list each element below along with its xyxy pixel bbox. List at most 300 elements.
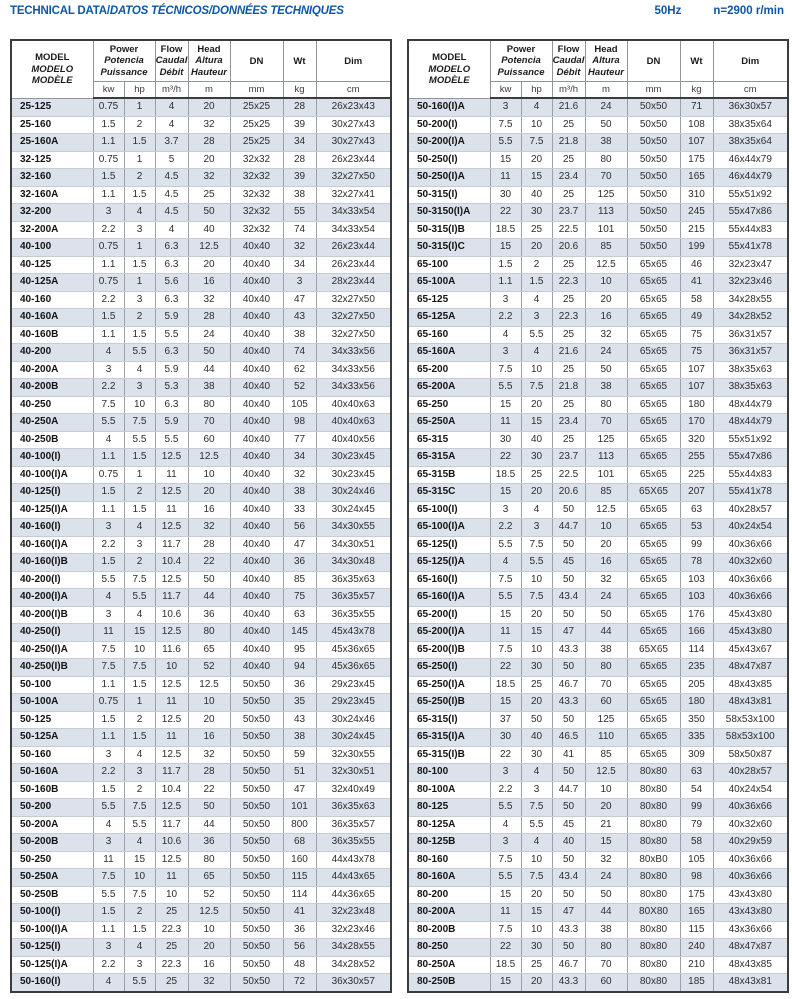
value-cell: 107 — [680, 361, 713, 379]
table-row — [11, 204, 391, 222]
model-cell: 50-315(I) — [408, 186, 490, 204]
value-cell: 23.7 — [552, 204, 585, 222]
value-cell: 38 — [585, 134, 627, 152]
value-cell: 4.5 — [155, 169, 188, 187]
value-cell: 3 — [124, 764, 155, 782]
value-cell: 25x25 — [230, 134, 283, 152]
model-cell: 65-315(I)B — [408, 746, 490, 764]
value-cell: 52 — [188, 659, 230, 677]
page-title-en: TECHNICAL DATA/ — [10, 5, 110, 17]
value-cell: 77 — [283, 431, 316, 449]
table-row — [11, 519, 391, 537]
value-cell: 4 — [124, 204, 155, 222]
value-cell: 40x40 — [230, 571, 283, 589]
model-cell: 40-200(I)B — [11, 606, 93, 624]
value-cell: 25 — [155, 974, 188, 992]
value-cell: 52 — [283, 379, 316, 397]
table-row — [11, 921, 391, 939]
value-cell: 47 — [283, 291, 316, 309]
value-cell: 80x80 — [627, 869, 680, 887]
value-cell: 70 — [585, 169, 627, 187]
value-cell: 10 — [521, 641, 552, 659]
value-cell: 43 — [283, 711, 316, 729]
value-cell: 36x31x57 — [713, 326, 788, 344]
value-cell: 58x53x100 — [713, 711, 788, 729]
value-cell: 5.5 — [155, 431, 188, 449]
value-cell: 240 — [680, 939, 713, 957]
table-row — [11, 484, 391, 502]
value-cell: 108 — [680, 116, 713, 134]
value-cell: 29x23x45 — [316, 694, 391, 712]
value-cell: 4 — [124, 834, 155, 852]
value-cell: 34x28x52 — [713, 309, 788, 327]
model-cell: 65-200 — [408, 361, 490, 379]
value-cell: 45x36x65 — [316, 641, 391, 659]
value-cell: 5.5 — [490, 589, 521, 607]
table-row — [11, 449, 391, 467]
table-row — [11, 326, 391, 344]
model-cell: 65-315B — [408, 466, 490, 484]
value-cell: 125 — [585, 186, 627, 204]
value-cell: 3 — [521, 781, 552, 799]
value-cell: 50 — [188, 799, 230, 817]
value-cell: 114 — [680, 641, 713, 659]
value-cell: 10 — [155, 659, 188, 677]
model-cell: 65-200A — [408, 379, 490, 397]
value-cell: 41 — [552, 746, 585, 764]
value-cell: 40x40 — [230, 466, 283, 484]
value-cell: 4 — [490, 816, 521, 834]
value-cell: 25 — [521, 956, 552, 974]
table-row — [408, 956, 788, 974]
value-cell: 32x27x50 — [316, 169, 391, 187]
model-cell: 65-250(I) — [408, 659, 490, 677]
value-cell: 38 — [283, 326, 316, 344]
value-cell: 50 — [552, 851, 585, 869]
value-cell: 1.5 — [124, 449, 155, 467]
value-cell: 3 — [93, 939, 124, 957]
value-cell: 32 — [188, 116, 230, 134]
column-header-power: Power Potencia Puissance — [490, 40, 552, 82]
table-row — [408, 711, 788, 729]
column-header-wt: Wt — [680, 40, 713, 82]
value-cell: 32x23x47 — [713, 256, 788, 274]
value-cell: 1 — [124, 694, 155, 712]
model-cell: 40-250 — [11, 396, 93, 414]
value-cell: 20 — [188, 151, 230, 169]
value-cell: 16 — [585, 554, 627, 572]
value-cell: 320 — [680, 431, 713, 449]
value-cell: 25 — [155, 904, 188, 922]
value-cell: 50 — [552, 606, 585, 624]
value-cell: 1.1 — [93, 501, 124, 519]
value-cell: 107 — [680, 134, 713, 152]
column-header-dim: Dim — [713, 40, 788, 82]
value-cell: 40x40 — [230, 519, 283, 537]
model-cell: 65-250(I)A — [408, 676, 490, 694]
table-row — [11, 361, 391, 379]
value-cell: 22.3 — [155, 921, 188, 939]
value-cell: 32 — [283, 239, 316, 257]
table-row — [408, 449, 788, 467]
value-cell: 113 — [585, 204, 627, 222]
value-cell: 48x44x79 — [713, 414, 788, 432]
value-cell: 110 — [585, 729, 627, 747]
model-cell: 50-200(I)A — [408, 134, 490, 152]
value-cell: 55x47x86 — [713, 449, 788, 467]
value-cell: 40x40 — [230, 326, 283, 344]
table-row — [408, 624, 788, 642]
value-cell: 29x23x45 — [316, 676, 391, 694]
value-cell: 50 — [552, 659, 585, 677]
table-row — [408, 98, 788, 116]
value-cell: 4 — [521, 344, 552, 362]
value-cell: 28 — [188, 764, 230, 782]
value-cell: 80x80 — [627, 939, 680, 957]
value-cell: 36x35x55 — [316, 834, 391, 852]
value-cell: 98 — [283, 414, 316, 432]
value-cell: 5.9 — [155, 309, 188, 327]
table-row — [408, 151, 788, 169]
value-cell: 38 — [585, 921, 627, 939]
value-cell: 7.5 — [521, 536, 552, 554]
value-cell: 99 — [680, 536, 713, 554]
value-cell: 80 — [585, 659, 627, 677]
value-cell: 0.75 — [93, 694, 124, 712]
table-row — [408, 309, 788, 327]
value-cell: 21.8 — [552, 134, 585, 152]
value-cell: 7.5 — [124, 799, 155, 817]
value-cell: 1.5 — [93, 169, 124, 187]
value-cell: 1.5 — [124, 921, 155, 939]
value-cell: 65x65 — [627, 676, 680, 694]
value-cell: 2.2 — [490, 309, 521, 327]
value-cell: 25 — [521, 676, 552, 694]
value-cell: 25 — [521, 221, 552, 239]
table-header — [11, 40, 391, 98]
table-row — [11, 624, 391, 642]
value-cell: 46.7 — [552, 676, 585, 694]
table-body-right — [408, 98, 788, 992]
value-cell: 0.75 — [93, 274, 124, 292]
value-cell: 2.2 — [93, 221, 124, 239]
value-cell: 22 — [490, 204, 521, 222]
model-cell: 50-250A — [11, 869, 93, 887]
table-row — [408, 134, 788, 152]
value-cell: 105 — [283, 396, 316, 414]
value-cell: 60 — [188, 431, 230, 449]
table-row — [408, 676, 788, 694]
value-cell: 2 — [124, 484, 155, 502]
value-cell: 36x30x57 — [713, 98, 788, 116]
value-cell: 1 — [124, 151, 155, 169]
value-cell: 45x43x67 — [713, 641, 788, 659]
value-cell: 24 — [585, 869, 627, 887]
value-cell: 15 — [490, 396, 521, 414]
value-cell: 45x36x65 — [316, 659, 391, 677]
value-cell: 350 — [680, 711, 713, 729]
value-cell: 3 — [93, 746, 124, 764]
value-cell: 11 — [93, 624, 124, 642]
value-cell: 2.2 — [93, 379, 124, 397]
value-cell: 4 — [521, 501, 552, 519]
value-cell: 32 — [585, 326, 627, 344]
value-cell: 32 — [585, 571, 627, 589]
value-cell: 165 — [680, 904, 713, 922]
table-row — [408, 519, 788, 537]
model-cell: 50-200(I) — [408, 116, 490, 134]
value-cell: 1.5 — [93, 554, 124, 572]
value-cell: 46.5 — [552, 729, 585, 747]
value-cell: 95 — [283, 641, 316, 659]
value-cell: 25 — [155, 939, 188, 957]
value-cell: 205 — [680, 676, 713, 694]
value-cell: 50x50 — [230, 886, 283, 904]
column-header-wt: Wt — [283, 40, 316, 82]
value-cell: 24 — [585, 344, 627, 362]
table-row — [11, 554, 391, 572]
value-cell: 25 — [552, 326, 585, 344]
value-cell: 35 — [283, 694, 316, 712]
value-cell: 11.6 — [155, 641, 188, 659]
value-cell: 41 — [680, 274, 713, 292]
value-cell: 65x65 — [627, 431, 680, 449]
value-cell: 7.5 — [521, 589, 552, 607]
value-cell: 65x65 — [627, 729, 680, 747]
value-cell: 40x40 — [230, 431, 283, 449]
value-cell: 32x23x46 — [713, 274, 788, 292]
value-cell: 6.3 — [155, 239, 188, 257]
value-cell: 32 — [188, 291, 230, 309]
value-cell: 50x50 — [230, 676, 283, 694]
value-cell: 4 — [93, 344, 124, 362]
value-cell: 5.5 — [521, 554, 552, 572]
value-cell: 11 — [490, 169, 521, 187]
value-cell: 48x47x87 — [713, 939, 788, 957]
value-cell: 4 — [521, 98, 552, 116]
value-cell: 36x31x57 — [713, 344, 788, 362]
table-row — [408, 414, 788, 432]
value-cell: 11 — [155, 869, 188, 887]
value-cell: 65x65 — [627, 589, 680, 607]
value-cell: 22 — [490, 659, 521, 677]
value-cell: 5.5 — [124, 816, 155, 834]
value-cell: 20 — [521, 974, 552, 992]
value-cell: 43.4 — [552, 589, 585, 607]
value-cell: 32 — [188, 746, 230, 764]
value-cell: 5.5 — [490, 379, 521, 397]
value-cell: 2.2 — [490, 519, 521, 537]
value-cell: 65x65 — [627, 536, 680, 554]
value-cell: 53 — [680, 519, 713, 537]
model-cell: 80-125B — [408, 834, 490, 852]
value-cell: 15 — [490, 151, 521, 169]
value-cell: 74 — [283, 221, 316, 239]
table-row — [408, 501, 788, 519]
table-row — [11, 711, 391, 729]
table-row — [11, 169, 391, 187]
value-cell: 309 — [680, 746, 713, 764]
value-cell: 7.5 — [521, 799, 552, 817]
value-cell: 10 — [521, 361, 552, 379]
value-cell: 26x23x43 — [316, 98, 391, 116]
value-cell: 80x80 — [627, 799, 680, 817]
value-cell: 10 — [521, 116, 552, 134]
page-title-localized: DATOS TÉCNICOS/DONNÉES TECHNIQUES — [109, 5, 344, 17]
value-cell: 4 — [93, 431, 124, 449]
value-cell: 38 — [283, 484, 316, 502]
value-cell: 51 — [283, 764, 316, 782]
value-cell: 63 — [680, 501, 713, 519]
value-cell: 50x50 — [230, 904, 283, 922]
value-cell: 103 — [680, 589, 713, 607]
table-row — [408, 536, 788, 554]
value-cell: 25 — [552, 116, 585, 134]
value-cell: 65x65 — [627, 326, 680, 344]
value-cell: 58x50x87 — [713, 746, 788, 764]
value-cell: 11.7 — [155, 764, 188, 782]
model-cell: 80-160 — [408, 851, 490, 869]
value-cell: 3 — [490, 764, 521, 782]
value-cell: 12.5 — [155, 449, 188, 467]
value-cell: 12.5 — [155, 519, 188, 537]
value-cell: 310 — [680, 186, 713, 204]
value-cell: 15 — [124, 851, 155, 869]
value-cell: 43x43x80 — [713, 886, 788, 904]
value-cell: 50x50 — [230, 781, 283, 799]
value-cell: 1.5 — [93, 309, 124, 327]
table-row — [408, 466, 788, 484]
value-cell: 40x40 — [230, 256, 283, 274]
value-cell: 20 — [585, 536, 627, 554]
value-cell: 55x44x83 — [713, 221, 788, 239]
value-cell: 80x80 — [627, 886, 680, 904]
table-row — [11, 501, 391, 519]
value-cell: 34x33x56 — [316, 344, 391, 362]
value-cell: 50x50 — [627, 204, 680, 222]
value-cell: 16 — [188, 956, 230, 974]
unit-flow: m³/h — [155, 82, 188, 99]
value-cell: 50x50 — [627, 169, 680, 187]
value-cell: 40x40 — [230, 484, 283, 502]
value-cell: 50x50 — [230, 764, 283, 782]
unit-dim: cm — [713, 82, 788, 99]
value-cell: 3 — [124, 379, 155, 397]
value-cell: 12.5 — [155, 746, 188, 764]
value-cell: 99 — [680, 799, 713, 817]
value-cell: 1 — [124, 239, 155, 257]
table-row — [11, 571, 391, 589]
value-cell: 44.7 — [552, 781, 585, 799]
table-row — [11, 851, 391, 869]
value-cell: 175 — [680, 886, 713, 904]
model-cell: 40-125(I)A — [11, 501, 93, 519]
value-cell: 15 — [490, 239, 521, 257]
value-cell: 2 — [124, 116, 155, 134]
table-row — [11, 134, 391, 152]
value-cell: 25 — [188, 186, 230, 204]
value-cell: 12.5 — [188, 904, 230, 922]
model-cell: 65-160 — [408, 326, 490, 344]
value-cell: 10 — [124, 396, 155, 414]
model-cell: 50-160B — [11, 781, 93, 799]
value-cell: 50x50 — [627, 134, 680, 152]
value-cell: 80xB0 — [627, 851, 680, 869]
table-row — [408, 379, 788, 397]
value-cell: 56 — [283, 519, 316, 537]
value-cell: 170 — [680, 414, 713, 432]
table-row — [408, 781, 788, 799]
value-cell: 5.5 — [521, 816, 552, 834]
value-cell: 210 — [680, 956, 713, 974]
value-cell: 105 — [680, 851, 713, 869]
table-row — [408, 396, 788, 414]
value-cell: 50x50 — [230, 869, 283, 887]
value-cell: 4 — [124, 606, 155, 624]
model-cell: 65-125(I)A — [408, 554, 490, 572]
value-cell: 3 — [93, 361, 124, 379]
model-cell: 40-200 — [11, 344, 93, 362]
value-cell: 50x50 — [627, 221, 680, 239]
table-row — [408, 764, 788, 782]
value-cell: 65x65 — [627, 624, 680, 642]
table-row — [408, 746, 788, 764]
model-cell: 65-200(I)B — [408, 641, 490, 659]
value-cell: 30 — [490, 729, 521, 747]
table-row — [408, 729, 788, 747]
model-cell: 40-250B — [11, 431, 93, 449]
value-cell: 11.7 — [155, 536, 188, 554]
value-cell: 40x40 — [230, 536, 283, 554]
value-cell: 40 — [521, 431, 552, 449]
table-row — [11, 781, 391, 799]
table-row — [408, 239, 788, 257]
value-cell: 1.1 — [93, 729, 124, 747]
value-cell: 58x53x100 — [713, 729, 788, 747]
value-cell: 50x50 — [230, 956, 283, 974]
model-cell: 50-125 — [11, 711, 93, 729]
value-cell: 50 — [521, 711, 552, 729]
value-cell: 54 — [680, 781, 713, 799]
value-cell: 32x27x50 — [316, 291, 391, 309]
model-cell: 40-160A — [11, 309, 93, 327]
model-cell: 50-315(I)B — [408, 221, 490, 239]
value-cell: 199 — [680, 239, 713, 257]
model-cell: 65-200(I) — [408, 606, 490, 624]
value-cell: 15 — [490, 974, 521, 992]
value-cell: 10.6 — [155, 834, 188, 852]
value-cell: 7.5 — [490, 851, 521, 869]
pump-spec-table-left — [10, 39, 392, 993]
value-cell: 10 — [585, 274, 627, 292]
value-cell: 34x28x55 — [316, 939, 391, 957]
value-cell: 36 — [283, 676, 316, 694]
value-cell: 2 — [124, 711, 155, 729]
value-cell: 47 — [552, 904, 585, 922]
value-cell: 12.5 — [585, 256, 627, 274]
value-cell: 1.1 — [93, 676, 124, 694]
value-cell: 43.3 — [552, 694, 585, 712]
unit-flow: m³/h — [552, 82, 585, 99]
value-cell: 34 — [283, 449, 316, 467]
value-cell: 15 — [521, 414, 552, 432]
value-cell: 5.5 — [490, 869, 521, 887]
table-row — [11, 256, 391, 274]
value-cell: 25 — [552, 396, 585, 414]
model-cell: 40-250(I) — [11, 624, 93, 642]
value-cell: 1 — [124, 274, 155, 292]
value-cell: 5.5 — [124, 589, 155, 607]
